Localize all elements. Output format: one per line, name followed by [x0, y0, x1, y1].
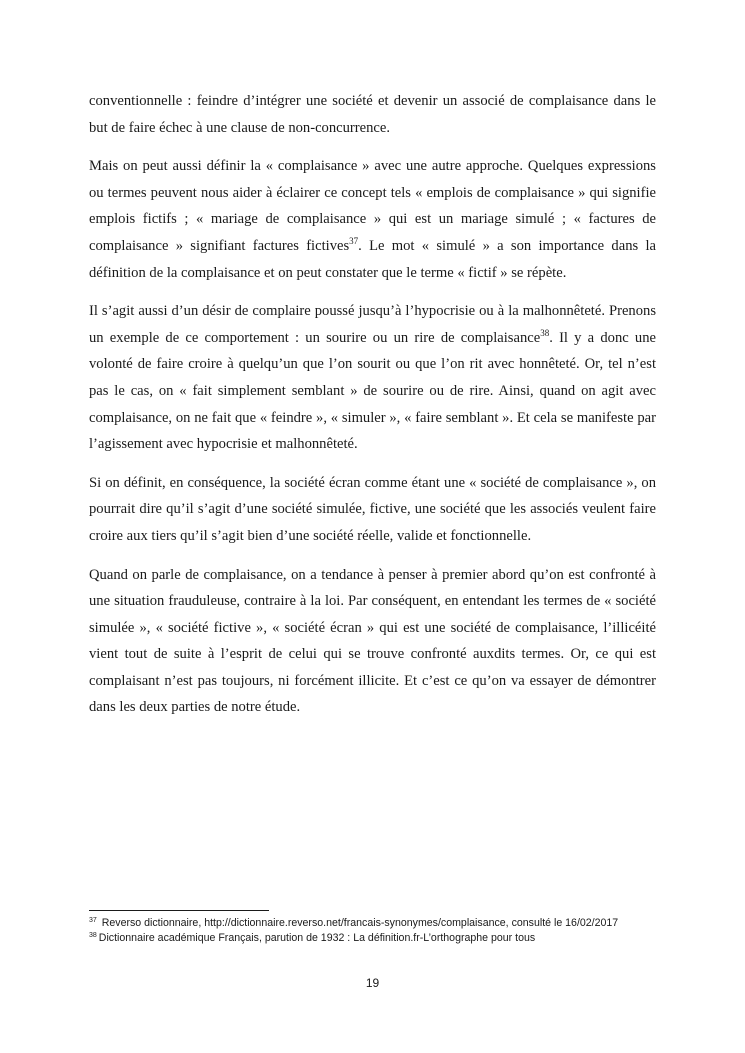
- footnote-reference-37[interactable]: 37: [349, 235, 359, 246]
- paragraph-1: conventionnelle : feindre d’intégrer une société et devenir un associé de complaisance dans le but de faire échec à une clause de non-concurrence.: [89, 93, 656, 136]
- page-number: 19: [365, 976, 380, 990]
- footnote-text: Reverso dictionnaire, http://dictionnaire.reverso.net/francais-synonymes/complaisance, consulté le 16/02/2017: [101, 917, 619, 929]
- paragraph-5: Quand on parle de complaisance, on a tendance à penser à premier abord qu’on est confronté à une situation frauduleuse, contraire à la loi. Par conséquent, en entendant les termes de « société simulée », « société fictive », « société écran » qui est une société de complaisance, l’illicéité vient tout de suite à l’esprit de celui qui se trouve confronté auxdits termes. Or, ce qui est complaisant n’est pas toujours, ni forcément illicite. Et c’est ce qu’on va essayer de démontrer dans les deux parties de notre étude.: [89, 566, 656, 716]
- footnote-number: 38: [89, 932, 97, 939]
- footnote-37: [89, 916, 656, 931]
- footnote-38: [89, 931, 656, 946]
- paragraph-2: Mais on peut aussi définir la « complaisance » avec une autre approche. Quelques expressions ou termes peuvent nous aider à éclairer ce concept tels « emplois de complaisance » qui signifie emplois fictifs ; « mariage de complaisance » qui est un mariage simulé ; « factures de complaisance » signifiant factures fictives$^{37}$. Le mot « simulé » a son importance dans la définition de la complaisance et on peut constater que le terme « fictif » se répète.: [89, 158, 656, 281]
- paragraph-4: Si on définit, en conséquence, la société écran comme étant une « société de complaisance », on pourrait dire qu’il s’agit d’une société simulée, fictive, une société que les associés veulent faire croire aux tiers qu’il s’agit bien d’une société réelle, valide et fonctionnelle.: [89, 474, 656, 544]
- footnote-number: 37: [89, 917, 97, 924]
- footnote-separator: [89, 910, 269, 911]
- footnote-reference-38[interactable]: 38: [540, 327, 550, 338]
- footnotes: [89, 916, 656, 946]
- body-text: [89, 88, 656, 733]
- paragraph-3: Il s’agit aussi d’un désir de complaire poussé jusqu’à l’hypocrisie ou à la malhonnêteté. Prenons un exemple de ce comportement : un sourire ou un rire de complaisance$^{38}$. Il y a donc une volonté de faire croire à quelqu’un que l’on sourit ou que l’on rit avec honnêteté. Or, tel n’est pas le cas, on « fait simplement semblant » de sourire ou de rire. Ainsi, quand on agit avec complaisance, on ne fait que « feindre », « simuler », « faire semblant ». Et cela se manifeste par l’agissement avec hypocrisie et malhonnêteté.: [89, 303, 656, 453]
- footnote-text: Dictionnaire académique Français, parution de 1932 : La définition.fr-L’orthographe pour tous: [98, 932, 536, 944]
